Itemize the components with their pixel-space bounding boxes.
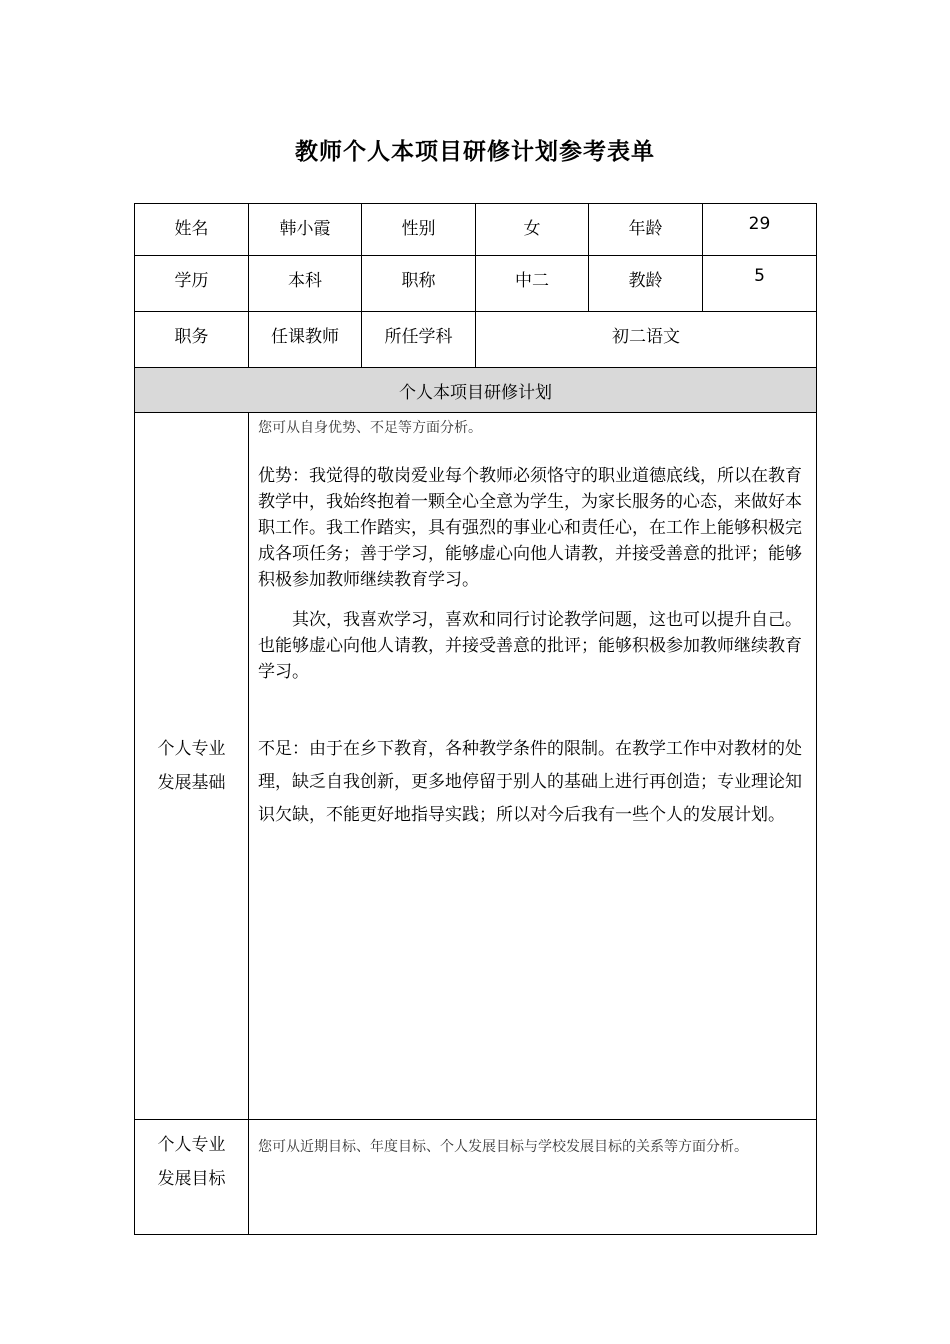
gender-label: 性别 [362,204,476,256]
page-title: 教师个人本项目研修计划参考表单 [295,139,655,165]
section-header-row [135,368,817,413]
title-value: 中二 [476,256,589,312]
development-basis-row [135,413,817,1120]
development-basis-label-line1: 个人专业 [157,739,226,759]
development-goal-label-line2: 发展目标 [157,1169,226,1189]
age-value: 29 [703,204,817,256]
plan-form-table [134,203,817,1235]
title-label: 职称 [362,256,476,312]
secondly-paragraph: 其次，我喜欢学习，喜欢和同行讨论教学问题，这也可以提升自己。也能够虚心向他人请教，并接受善意的批评；能够积极参加教师继续教育学习。 [258,610,802,682]
development-goal-content [249,1120,817,1235]
position-value: 任课教师 [249,312,362,368]
name-label: 姓名 [135,204,249,256]
age-label: 年龄 [589,204,703,256]
development-goal-row [135,1120,817,1235]
name-value: 韩小霞 [249,204,362,256]
development-basis-label-line2: 发展基础 [157,773,226,793]
section-title: 个人本项目研修计划 [135,368,817,413]
teaching-years-value: 5 [703,256,817,312]
gender-value: 女 [476,204,589,256]
development-basis-label [135,413,249,1120]
education-value: 本科 [249,256,362,312]
table-row [135,204,817,256]
weaknesses-paragraph: 不足：由于在乡下教育，各种教学条件的限制。在教学工作中对教材的处理，缺乏自我创新，更多地停留于别人的基础上进行再创造；专业理论知识欠缺，不能更好地指导实践；所以对今后我有一些个人的发展计划。 [258,739,802,825]
subject-value: 初二语文 [476,312,817,368]
development-basis-hint: 您可从自身优势、不足等方面分析。 [258,420,482,436]
education-label: 学历 [135,256,249,312]
development-goal-hint: 您可从近期目标、年度目标、个人发展目标与学校发展目标的关系等方面分析。 [258,1139,748,1155]
development-goal-label-line1: 个人专业 [157,1135,226,1155]
table-row [135,256,817,312]
development-goal-label [135,1120,249,1235]
teaching-years-label: 教龄 [589,256,703,312]
table-row [135,312,817,368]
position-label: 职务 [135,312,249,368]
development-basis-content [249,413,817,1120]
strengths-paragraph: 优势：我觉得的敬岗爱业每个教师必须恪守的职业道德底线，所以在教育教学中，我始终抱着一颗全心全意为学生，为家长服务的心态，来做好本职工作。我工作踏实，具有强烈的事业心和责任心，在工作上能够积极完成各项任务；善于学习，能够虚心向他人请教，并接受善意的批评；能够积极参加教师继续教育学习。 [258,466,802,590]
subject-label: 所任学科 [362,312,476,368]
